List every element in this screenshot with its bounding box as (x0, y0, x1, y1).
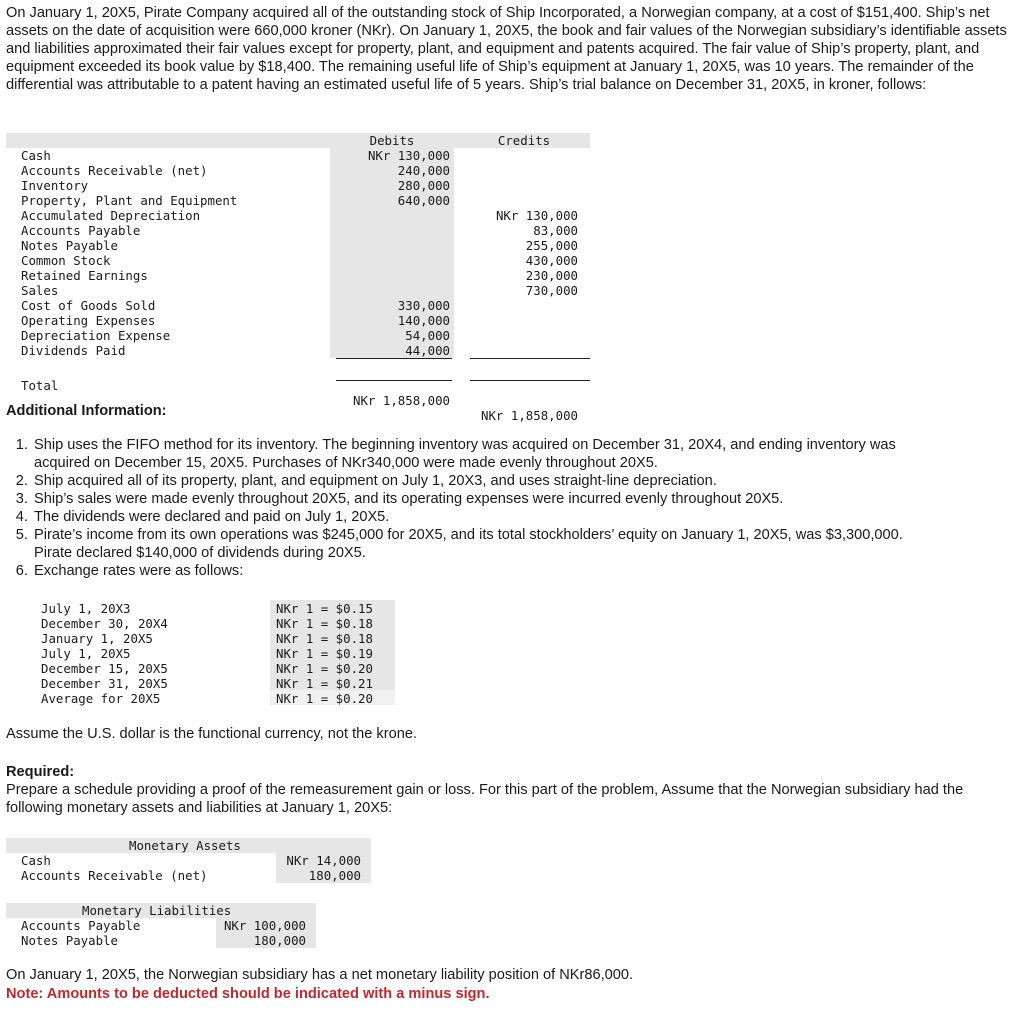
trial-balance-row (6, 193, 590, 208)
debit-amount: 280,000 (397, 178, 450, 193)
additional-info-item: 5. Pirate’s income from its own operations was $245,000 for 20X5, and its total stockholders’ equity on January 1, 20X5, was $3,300,000. Pirate declared $140,000 of dividends during 20X5. (32, 526, 926, 562)
debit-total-rule (336, 358, 452, 359)
credit-double-rule (470, 380, 590, 381)
exchange-rate-row (0, 601, 400, 616)
monetary-liabilities-table (6, 903, 316, 949)
account-label: Depreciation Expense (21, 328, 171, 343)
exchange-rate-table (0, 601, 400, 706)
monetary-liability-row (6, 918, 316, 933)
total-credit: NKr 1,858,000 (481, 408, 578, 423)
debit-amount: 240,000 (397, 163, 450, 178)
credit-total-rule (470, 358, 590, 359)
additional-info-item: 2. Ship acquired all of its property, plant, and equipment on July 1, 20X3, and uses straight-line depreciation. (32, 472, 926, 490)
exchange-rate-row (0, 616, 400, 631)
trial-balance-row (6, 283, 590, 298)
exchange-rate-value: NKr 1 = $0.19 (276, 646, 373, 661)
debits-header: Debits (369, 133, 415, 148)
exchange-rate-value: NKr 1 = $0.21 (276, 676, 373, 691)
trial-balance-row (6, 148, 590, 163)
debit-amount: 330,000 (397, 298, 450, 313)
debit-amount: 54,000 (405, 328, 450, 343)
monetary-assets-header: Monetary Assets (129, 838, 241, 853)
monetary-asset-row (6, 853, 371, 868)
exchange-rate-value: NKr 1 = $0.20 (276, 691, 373, 706)
exchange-rate-value: NKr 1 = $0.18 (276, 616, 373, 631)
exchange-rate-value: NKr 1 = $0.20 (276, 661, 373, 676)
credit-amount: 230,000 (525, 268, 578, 283)
account-label: Accumulated Depreciation (21, 208, 201, 223)
additional-info-item: 3. Ship’s sales were made evenly throughout 20X5, and its operating expenses were incurred evenly throughout 20X5. (32, 490, 926, 508)
account-label: Cash (21, 148, 51, 163)
monetary-liability-label: Accounts Payable (21, 918, 141, 933)
monetary-liability-row (6, 933, 316, 948)
exchange-rate-date: Average for 20X5 (41, 691, 161, 706)
monetary-liability-label: Notes Payable (21, 933, 118, 948)
exchange-rate-date: December 15, 20X5 (41, 661, 168, 676)
exchange-rate-date: December 30, 20X4 (41, 616, 168, 631)
account-label: Accounts Receivable (net) (21, 163, 208, 178)
trial-balance-row (6, 178, 590, 193)
additional-info-item: 4. The dividends were declared and paid on July 1, 20X5. (32, 508, 926, 526)
exchange-rate-row (0, 676, 400, 691)
monetary-liability-value: 180,000 (253, 933, 306, 948)
exchange-rate-row (0, 631, 400, 646)
credit-amount: 255,000 (525, 238, 578, 253)
exchange-rate-row (0, 661, 400, 676)
account-label: Retained Earnings (21, 268, 148, 283)
monetary-liabilities-header: Monetary Liabilities (82, 903, 232, 918)
monetary-asset-row (6, 868, 371, 883)
account-label: Common Stock (21, 253, 111, 268)
trial-balance-row (6, 223, 590, 238)
debit-double-rule (336, 380, 452, 381)
account-label: Accounts Payable (21, 223, 141, 238)
debit-amount: NKr 130,000 (367, 148, 450, 163)
additional-info-item: 1. Ship uses the FIFO method for its inventory. The beginning inventory was acquired on December 31, 20X4, and ending inventory was acquired on December 15, 20X5. Purchases of NKr340,000 were made evenly throughout 20X5. (32, 436, 926, 472)
monetary-assets-table (6, 838, 371, 884)
exchange-rate-value: NKr 1 = $0.18 (276, 631, 373, 646)
problem-intro: On January 1, 20X5, Pirate Company acquired all of the outstanding stock of Ship Incorporated, a Norwegian company, at a cost of $151,400. Ship’s net assets on the date of acquisition were 660,000 kroner (NKr). On January 1, 20X5, the book and fair values of the Norwegian subsidiary’s identifiable assets and liabilities approximated their fair values except for property, plant, and equipment and patents acquired. The fair value of Ship’s property, plant, and equipment exceeded its book value by $18,400. The remaining useful life of Ship’s equipment at January 1, 20X5, was 10 years. The remainder of the differential was attributable to a patent having an estimated useful life of 5 years. Ship’s trial balance on December 31, 20X5, in kroner, follows: (6, 5, 1007, 93)
additional-info-item: 6. Exchange rates were as follows: (32, 562, 926, 580)
required-text: Prepare a schedule providing a proof of the remeasurement gain or loss. For this part of the problem, Assume that the Norwegian subsidiary had the following monetary assets and liabilities at January 1, 20X5: (6, 782, 964, 816)
debit-amount: 640,000 (397, 193, 450, 208)
trial-balance-row (6, 328, 590, 343)
total-debit: NKr 1,858,000 (353, 393, 450, 408)
account-label: Operating Expenses (21, 313, 156, 328)
credits-header: Credits (497, 133, 551, 148)
credit-amount: 83,000 (533, 223, 578, 238)
trial-balance-row (6, 313, 590, 328)
total-label: Total (21, 378, 59, 393)
monetary-liability-value: NKr 100,000 (223, 918, 306, 933)
exchange-rate-row (0, 691, 400, 706)
exchange-rate-date: December 31, 20X5 (41, 676, 168, 691)
trial-balance-row (6, 253, 590, 268)
exchange-rate-row (0, 646, 400, 661)
exchange-rate-date: January 1, 20X5 (41, 631, 153, 646)
monetary-asset-label: Cash (21, 853, 51, 868)
account-label: Sales (21, 283, 59, 298)
trial-balance-row (6, 298, 590, 313)
exchange-rate-date: July 1, 20X5 (41, 646, 131, 661)
account-label: Notes Payable (21, 238, 118, 253)
minus-sign-note: Note: Amounts to be deducted should be indicated with a minus sign. (6, 986, 490, 1002)
debit-amount: 44,000 (405, 343, 450, 358)
trial-balance-row (6, 268, 590, 283)
exchange-rate-date: July 1, 20X3 (41, 601, 131, 616)
credit-amount: NKr 130,000 (495, 208, 578, 223)
exchange-rate-value: NKr 1 = $0.15 (276, 601, 373, 616)
required-heading: Required: (6, 764, 75, 780)
functional-currency-note: Assume the U.S. dollar is the functional currency, not the krone. (6, 726, 417, 742)
trial-balance-row (6, 163, 590, 178)
additional-info-heading: Additional Information: (6, 403, 167, 419)
account-label: Cost of Goods Sold (21, 298, 156, 313)
monetary-asset-value: 180,000 (308, 868, 361, 883)
account-label: Dividends Paid (21, 343, 126, 358)
trial-balance-row (6, 238, 590, 253)
debit-amount: 140,000 (397, 313, 450, 328)
trial-balance-row (6, 208, 590, 223)
account-label: Property, Plant and Equipment (21, 193, 238, 208)
monetary-asset-value: NKr 14,000 (286, 853, 361, 868)
credit-amount: 430,000 (525, 253, 578, 268)
credit-amount: 730,000 (525, 283, 578, 298)
account-label: Inventory (21, 178, 89, 193)
monetary-asset-label: Accounts Receivable (net) (21, 868, 208, 883)
trial-balance-row (6, 343, 590, 358)
net-monetary-position-text: On January 1, 20X5, the Norwegian subsidiary has a net monetary liability position of NKr86,000. (6, 967, 634, 983)
additional-info-list (6, 436, 926, 580)
